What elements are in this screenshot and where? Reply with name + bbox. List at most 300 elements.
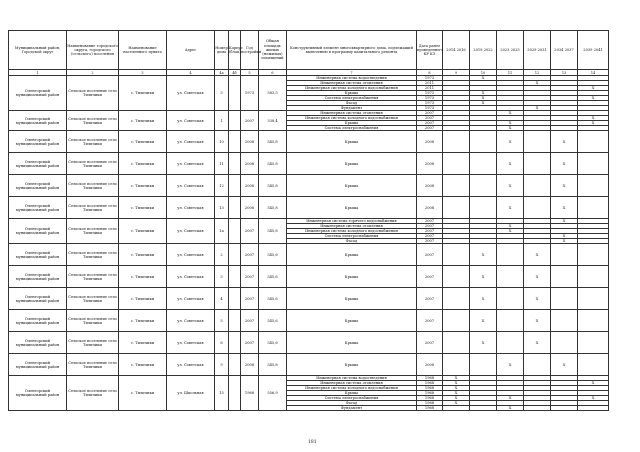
district-cell: Оленгорский муниципальный район xyxy=(9,76,67,111)
settlement-cell: Сельское поселение село Тиличики xyxy=(67,197,119,219)
street-cell: ул. Советская xyxy=(167,288,215,310)
street-cell: ул. Советская xyxy=(167,354,215,376)
locality-cell: с. Тиличики xyxy=(119,197,167,219)
block-cell xyxy=(229,175,241,197)
header-cell: Адрес xyxy=(167,31,215,70)
period-mark-cell xyxy=(578,332,609,354)
house-number-cell: 2 xyxy=(215,244,229,266)
header-row xyxy=(9,31,609,70)
period-mark-cell xyxy=(443,175,470,197)
repair-date-cell: 2008 xyxy=(417,197,443,219)
header-cell: 2034 2037 xyxy=(551,31,578,70)
street-cell: ул. Советская xyxy=(167,153,215,175)
year-built-cell: 1973 xyxy=(241,76,259,111)
element-cell: Крыша xyxy=(287,153,417,175)
element-cell: Крыша xyxy=(287,131,417,153)
area-cell: 545,6 xyxy=(259,266,287,288)
house-number-cell: 13 xyxy=(215,197,229,219)
element-cell: Крыша xyxy=(287,354,417,376)
period-mark-cell: X xyxy=(497,354,524,376)
block-cell xyxy=(229,376,241,411)
period-mark-cell xyxy=(524,354,551,376)
settlement-cell: Сельское поселение село Тиличики xyxy=(67,376,119,411)
element-cell: Инженерная система водоотведения xyxy=(287,76,417,81)
column-number: 12 xyxy=(524,70,551,76)
street-cell: ул. Советская xyxy=(167,219,215,244)
period-mark-cell: X xyxy=(551,239,578,244)
locality-cell: с. Тиличики xyxy=(119,111,167,131)
element-cell: Инженерная система холодного водоснабжения xyxy=(287,229,417,234)
settlement-cell: Сельское поселение село Тиличики xyxy=(67,288,119,310)
block-cell xyxy=(229,131,241,153)
repair-date-cell: 2007 xyxy=(417,332,443,354)
period-mark-cell xyxy=(470,175,497,197)
period-mark-cell xyxy=(578,153,609,175)
period-mark-cell: X xyxy=(443,391,470,396)
period-mark-cell: X xyxy=(524,288,551,310)
settlement-cell: Сельское поселение село Тиличики xyxy=(67,244,119,266)
element-cell: Инженерная система холодного водоснабжения xyxy=(287,86,417,91)
period-mark-cell: X xyxy=(497,131,524,153)
column-number: 8 xyxy=(417,70,443,76)
column-number: 9 xyxy=(443,70,470,76)
repair-date-cell: 1973 xyxy=(417,96,443,101)
repair-date-cell: 2007 xyxy=(417,116,443,121)
block-cell xyxy=(229,354,241,376)
column-number: 4 xyxy=(167,70,215,76)
element-cell: Крыша xyxy=(287,91,417,96)
period-mark-cell xyxy=(497,332,524,354)
house-number-cell: 9 xyxy=(215,354,229,376)
block-cell xyxy=(229,76,241,111)
period-mark-cell: X xyxy=(470,244,497,266)
table-row xyxy=(9,153,609,175)
district-cell: Оленгорский муниципальный район xyxy=(9,266,67,288)
period-mark-cell xyxy=(578,244,609,266)
area-cell: 545,6 xyxy=(259,310,287,332)
repair-date-cell: 1973 xyxy=(417,91,443,96)
repair-date-cell: 2007 xyxy=(417,234,443,239)
element-cell: Крыша xyxy=(287,288,417,310)
element-cell: Инженерная система отопления xyxy=(287,81,417,86)
period-mark-cell xyxy=(524,175,551,197)
period-mark-cell: X xyxy=(524,81,551,86)
period-mark-cell xyxy=(497,288,524,310)
column-number: 13 xyxy=(551,70,578,76)
period-mark-cell xyxy=(578,131,609,153)
year-built-cell: 2007 xyxy=(241,288,259,310)
element-cell: Инженерная система отопления xyxy=(287,111,417,116)
period-mark-cell xyxy=(578,310,609,332)
house-number-cell: 11 xyxy=(215,153,229,175)
repair-date-cell: 1968 xyxy=(417,381,443,386)
district-cell: Оленгорский муниципальный район xyxy=(9,131,67,153)
element-cell: Фасад xyxy=(287,101,417,106)
street-cell: ул. Советская xyxy=(167,197,215,219)
district-cell: Оленгорский муниципальный район xyxy=(9,332,67,354)
period-mark-cell: X xyxy=(497,153,524,175)
year-built-cell: 2007 xyxy=(241,111,259,131)
period-mark-cell: X xyxy=(551,153,578,175)
area-cell: 545,8 xyxy=(259,175,287,197)
street-cell: ул. Советская xyxy=(167,244,215,266)
column-number: 3 xyxy=(119,70,167,76)
year-built-cell: 2007 xyxy=(241,219,259,244)
element-cell: Инженерная система отопления xyxy=(287,224,417,229)
period-mark-cell: X xyxy=(497,229,524,234)
period-mark-cell xyxy=(443,332,470,354)
street-cell: ул. Советская xyxy=(167,332,215,354)
column-number: 5 xyxy=(241,70,259,76)
element-cell: Крыша xyxy=(287,391,417,396)
period-mark-cell xyxy=(578,406,609,411)
period-mark-cell xyxy=(443,406,470,411)
period-mark-cell: X xyxy=(524,332,551,354)
element-cell: Система электроснабжения xyxy=(287,234,417,239)
area-cell: 583,5 xyxy=(259,76,287,111)
period-mark-cell: X xyxy=(470,91,497,96)
locality-cell: с. Тиличики xyxy=(119,219,167,244)
header-cell: 2023 2025 xyxy=(497,31,524,70)
header-cell: Корпус (блок) xyxy=(229,31,241,70)
header-cell: 2014 2016 xyxy=(443,31,470,70)
repair-date-cell: 1968 xyxy=(417,401,443,406)
element-cell: Крыша xyxy=(287,332,417,354)
element-cell: Фасад xyxy=(287,401,417,406)
period-mark-cell xyxy=(551,406,578,411)
repair-date-cell: 2007 xyxy=(417,239,443,244)
repair-date-cell: 2007 xyxy=(417,111,443,116)
element-cell: Крыша xyxy=(287,197,417,219)
year-built-cell: 2008 xyxy=(241,153,259,175)
locality-cell: с. Тиличики xyxy=(119,76,167,111)
period-mark-cell: X xyxy=(551,234,578,239)
street-cell: ул. Советская xyxy=(167,76,215,111)
block-cell xyxy=(229,288,241,310)
period-mark-cell xyxy=(578,266,609,288)
column-number: 14 xyxy=(578,70,609,76)
period-mark-cell: X xyxy=(470,101,497,106)
house-number-cell: 3 xyxy=(215,76,229,111)
area-cell: 338,4 xyxy=(259,111,287,131)
period-mark-cell: X xyxy=(578,396,609,401)
period-mark-cell xyxy=(578,288,609,310)
year-built-cell: 2008 xyxy=(241,175,259,197)
column-number: 10 xyxy=(470,70,497,76)
element-cell: Крыша xyxy=(287,244,417,266)
area-cell: 545,8 xyxy=(259,131,287,153)
year-built-cell: 2007 xyxy=(241,332,259,354)
column-number: 4а xyxy=(215,70,229,76)
table-row xyxy=(9,310,609,332)
period-mark-cell: X xyxy=(497,224,524,229)
locality-cell: с. Тиличики xyxy=(119,266,167,288)
repair-date-cell: 2011 xyxy=(417,86,443,91)
settlement-cell: Сельское поселение село Тиличики xyxy=(67,332,119,354)
repair-date-cell: 2007 xyxy=(417,310,443,332)
locality-cell: с. Тиличики xyxy=(119,332,167,354)
period-mark-cell xyxy=(443,288,470,310)
header-cell: 2039 2041 xyxy=(578,31,609,70)
table-row xyxy=(9,354,609,376)
period-mark-cell: X xyxy=(497,396,524,401)
element-cell: Система электроснабжения xyxy=(287,396,417,401)
settlement-cell: Сельское поселение село Тиличики xyxy=(67,219,119,244)
header-cell: Общая площадь жилых (нежилых) помещений xyxy=(259,31,287,70)
period-mark-cell xyxy=(551,310,578,332)
house-number-cell: 1а xyxy=(215,219,229,244)
block-cell xyxy=(229,266,241,288)
period-mark-cell: X xyxy=(524,266,551,288)
period-mark-cell xyxy=(497,266,524,288)
table-row xyxy=(9,288,609,310)
period-mark-cell: X xyxy=(551,131,578,153)
period-mark-cell xyxy=(470,131,497,153)
element-cell: Фундамент xyxy=(287,106,417,111)
settlement-cell: Сельское поселение село Тиличики xyxy=(67,175,119,197)
district-cell: Оленгорский муниципальный район xyxy=(9,111,67,131)
period-mark-cell: X xyxy=(524,106,551,111)
house-number-cell: 12 xyxy=(215,175,229,197)
district-cell: Оленгорский муниципальный район xyxy=(9,175,67,197)
district-cell: Оленгорский муниципальный район xyxy=(9,310,67,332)
element-cell: Крыша xyxy=(287,310,417,332)
element-cell: Система электроснабжения xyxy=(287,96,417,101)
column-number: 2 xyxy=(67,70,119,76)
year-built-cell: 2008 xyxy=(241,354,259,376)
house-number-cell: 1 xyxy=(215,111,229,131)
period-mark-cell xyxy=(443,197,470,219)
period-mark-cell xyxy=(551,332,578,354)
period-mark-cell xyxy=(497,244,524,266)
year-built-cell: 2008 xyxy=(241,131,259,153)
period-mark-cell: X xyxy=(497,406,524,411)
header-cell: Наименование населенного пункта xyxy=(119,31,167,70)
table-row xyxy=(9,175,609,197)
repair-date-cell: 2008 xyxy=(417,175,443,197)
house-number-cell: 10 xyxy=(215,131,229,153)
house-number-cell: 5 xyxy=(215,310,229,332)
period-mark-cell xyxy=(524,406,551,411)
column-number: 4б xyxy=(229,70,241,76)
period-mark-cell: X xyxy=(578,121,609,126)
settlement-cell: Сельское поселение село Тиличики xyxy=(67,76,119,111)
year-built-cell: 2007 xyxy=(241,266,259,288)
period-mark-cell: X xyxy=(524,310,551,332)
element-cell: Инженерная система холодного водоснабжения xyxy=(287,116,417,121)
house-number-cell: 3 xyxy=(215,266,229,288)
district-cell: Оленгорский муниципальный район xyxy=(9,288,67,310)
period-mark-cell xyxy=(524,197,551,219)
year-built-cell: 2007 xyxy=(241,244,259,266)
element-cell: Инженерная система холодного водоснабжения xyxy=(287,386,417,391)
period-mark-cell xyxy=(551,244,578,266)
period-mark-cell xyxy=(578,354,609,376)
period-mark-cell: X xyxy=(497,197,524,219)
period-mark-cell: X xyxy=(443,381,470,386)
period-mark-cell xyxy=(524,131,551,153)
element-cell: Крыша xyxy=(287,121,417,126)
locality-cell: с. Тиличики xyxy=(119,376,167,411)
settlement-cell: Сельское поселение село Тиличики xyxy=(67,310,119,332)
table-row xyxy=(9,332,609,354)
locality-cell: с. Тиличики xyxy=(119,153,167,175)
period-mark-cell xyxy=(470,153,497,175)
header-cell: Номер дома xyxy=(215,31,229,70)
street-cell: ул. Советская xyxy=(167,175,215,197)
block-cell xyxy=(229,153,241,175)
repair-date-cell: 2008 xyxy=(417,153,443,175)
area-cell: 545,8 xyxy=(259,197,287,219)
element-cell: Фасад xyxy=(287,239,417,244)
repair-date-cell: 2007 xyxy=(417,244,443,266)
period-mark-cell: X xyxy=(470,310,497,332)
area-cell: 545,6 xyxy=(259,288,287,310)
table-row xyxy=(9,131,609,153)
header-cell: Конструктивный элемент многоквартирного дома, подлежащий включению в программу капитального ремонта xyxy=(287,31,417,70)
settlement-cell: Сельское поселение село Тиличики xyxy=(67,354,119,376)
period-mark-cell xyxy=(470,354,497,376)
block-cell xyxy=(229,244,241,266)
repair-date-cell: 2007 xyxy=(417,219,443,224)
period-mark-cell xyxy=(470,197,497,219)
header-cell: Дата ранее проведенного КР КЭ xyxy=(417,31,443,70)
area-cell: 545,8 xyxy=(259,354,287,376)
element-cell: Инженерная система водоотведения xyxy=(287,376,417,381)
block-cell xyxy=(229,332,241,354)
header-cell: Наименование городского округа, городского (сельского) поселения xyxy=(67,31,119,70)
street-cell: ул. Школьная xyxy=(167,376,215,411)
period-mark-cell: X xyxy=(443,396,470,401)
page-number: 181 xyxy=(308,440,317,445)
table-body xyxy=(9,76,609,411)
period-mark-cell: X xyxy=(497,126,524,131)
table-row xyxy=(9,244,609,266)
street-cell: ул. Советская xyxy=(167,131,215,153)
table-row xyxy=(9,266,609,288)
period-mark-cell xyxy=(551,288,578,310)
period-mark-cell xyxy=(443,266,470,288)
period-mark-cell xyxy=(470,406,497,411)
period-mark-cell: X xyxy=(497,111,524,116)
period-mark-cell: X xyxy=(497,175,524,197)
area-cell: 556,9 xyxy=(259,376,287,411)
area-cell: 545,6 xyxy=(259,332,287,354)
district-cell: Оленгорский муниципальный район xyxy=(9,244,67,266)
period-mark-cell: X xyxy=(443,401,470,406)
repair-date-cell: 2007 xyxy=(417,126,443,131)
district-cell: Оленгорский муниципальный район xyxy=(9,219,67,244)
period-mark-cell xyxy=(443,131,470,153)
repair-date-cell: 1968 xyxy=(417,391,443,396)
district-cell: Оленгорский муниципальный район xyxy=(9,153,67,175)
repair-date-cell: 2007 xyxy=(417,266,443,288)
year-built-cell: 2008 xyxy=(241,197,259,219)
year-built-cell: 1968 xyxy=(241,376,259,411)
street-cell: ул. Советская xyxy=(167,266,215,288)
house-number-cell: 15 xyxy=(215,376,229,411)
period-mark-cell: X xyxy=(578,116,609,121)
register-table-area xyxy=(8,30,608,438)
header-cell: 2019 2022 xyxy=(470,31,497,70)
period-mark-cell: X xyxy=(578,86,609,91)
locality-cell: с. Тиличики xyxy=(119,131,167,153)
period-mark-cell xyxy=(578,197,609,219)
settlement-cell: Сельское поселение село Тиличики xyxy=(67,131,119,153)
column-number: 6 xyxy=(259,70,287,76)
street-cell: ул. Советская xyxy=(167,111,215,131)
period-mark-cell: X xyxy=(470,96,497,101)
district-cell: Оленгорский муниципальный район xyxy=(9,197,67,219)
period-mark-cell: X xyxy=(578,96,609,101)
area-cell: 545,6 xyxy=(259,244,287,266)
locality-cell: с. Тиличики xyxy=(119,244,167,266)
element-cell: Инженерная система горячего водоснабжения xyxy=(287,219,417,224)
period-mark-cell xyxy=(524,153,551,175)
period-mark-cell: X xyxy=(443,376,470,381)
period-mark-cell: X xyxy=(551,175,578,197)
year-built-cell: 2007 xyxy=(241,310,259,332)
period-mark-cell xyxy=(443,244,470,266)
area-cell: 545,8 xyxy=(259,153,287,175)
block-cell xyxy=(229,197,241,219)
period-mark-cell: X xyxy=(551,219,578,224)
repair-date-cell: 2007 xyxy=(417,229,443,234)
period-mark-cell: X xyxy=(470,332,497,354)
repair-date-cell: 1968 xyxy=(417,406,443,411)
table-row xyxy=(9,197,609,219)
house-number-cell: 4 xyxy=(215,288,229,310)
settlement-cell: Сельское поселение село Тиличики xyxy=(67,153,119,175)
block-cell xyxy=(229,111,241,131)
repair-date-cell: 1973 xyxy=(417,101,443,106)
period-mark-cell xyxy=(551,266,578,288)
repair-date-cell: 2011 xyxy=(417,81,443,86)
period-mark-cell xyxy=(443,354,470,376)
area-cell: 545,8 xyxy=(259,219,287,244)
district-cell: Оленгорский муниципальный район xyxy=(9,354,67,376)
column-number: 7 xyxy=(287,70,417,76)
period-mark-cell: X xyxy=(470,266,497,288)
repair-date-cell: 1968 xyxy=(417,396,443,401)
repair-date-cell: 2007 xyxy=(417,288,443,310)
period-mark-cell: X xyxy=(551,197,578,219)
repair-date-cell: 1973 xyxy=(417,106,443,111)
repair-date-cell: 2008 xyxy=(417,354,443,376)
element-cell: Инженерная система отопления xyxy=(287,381,417,386)
settlement-cell: Сельское поселение село Тиличики xyxy=(67,111,119,131)
header-cell: Год постройки xyxy=(241,31,259,70)
settlement-cell: Сельское поселение село Тиличики xyxy=(67,266,119,288)
column-number: 11 xyxy=(497,70,524,76)
header-cell: Муниципальный район, Городской округ xyxy=(9,31,67,70)
repair-date-cell: 2008 xyxy=(417,131,443,153)
period-mark-cell xyxy=(578,175,609,197)
locality-cell: с. Тиличики xyxy=(119,175,167,197)
period-mark-cell: X xyxy=(443,386,470,391)
period-mark-cell: X xyxy=(470,76,497,81)
repair-date-cell: 1973 xyxy=(417,76,443,81)
repair-date-cell: 2007 xyxy=(417,121,443,126)
block-cell xyxy=(229,219,241,244)
locality-cell: с. Тиличики xyxy=(119,310,167,332)
period-mark-cell: X xyxy=(470,288,497,310)
period-mark-cell xyxy=(443,153,470,175)
period-mark-cell: X xyxy=(578,381,609,386)
period-mark-cell: X xyxy=(524,244,551,266)
locality-cell: с. Тиличики xyxy=(119,288,167,310)
element-cell: Крыша xyxy=(287,175,417,197)
